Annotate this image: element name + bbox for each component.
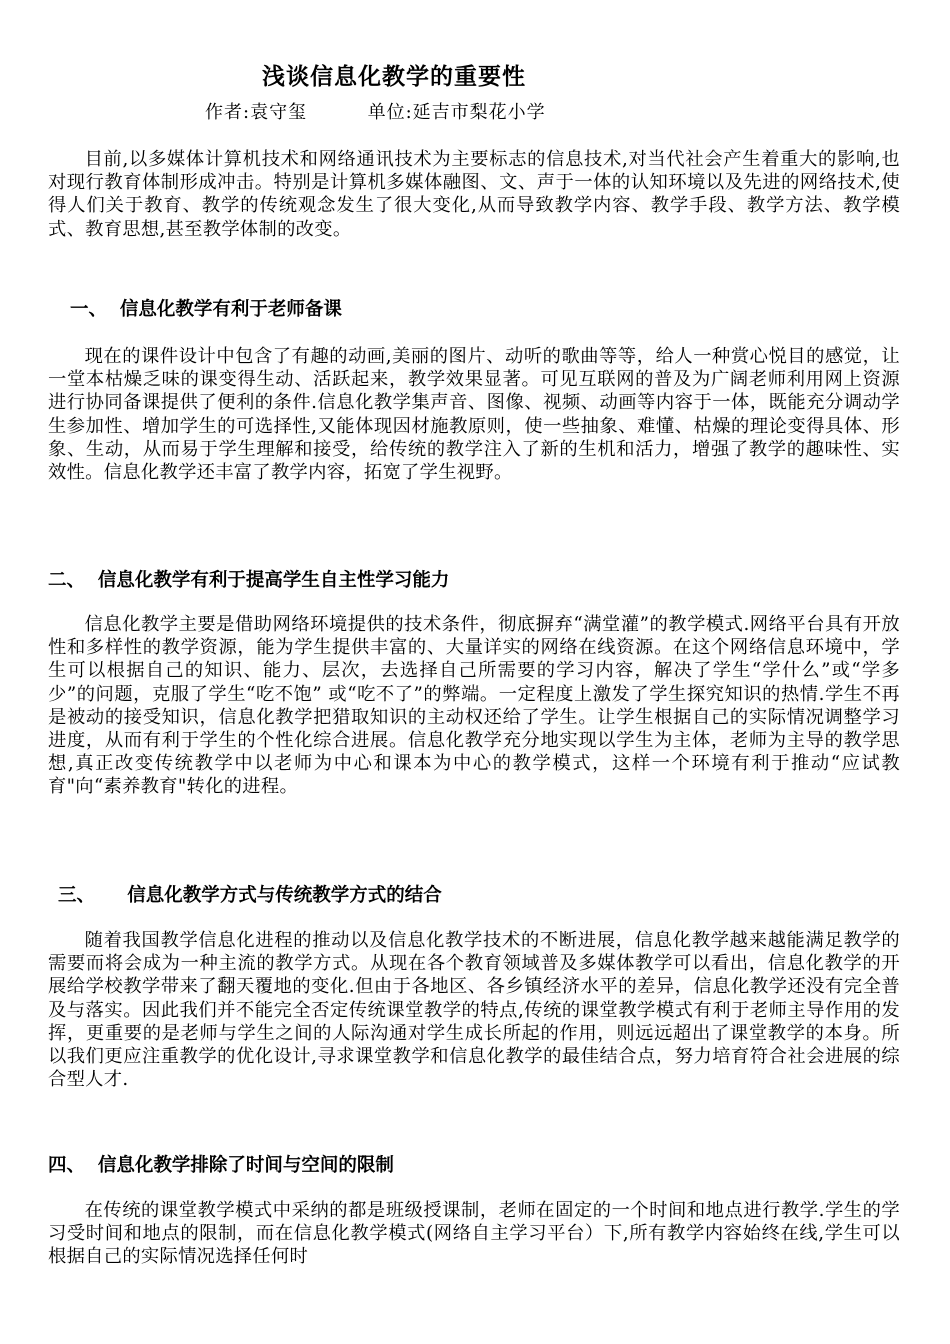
unit: 单位:延吉市梨花小学 <box>367 102 546 123</box>
section-4-heading <box>48 1151 394 1177</box>
section-2-body: 信息化教学主要是借助网络环境提供的技术条件，彻底摒弃“满堂灌”的教学模式.网络平台具有开放性和多样性的教学资源，能为学生提供丰富的、大量详实的网络在线资源。在这个网络信息环境中，学生可以根据自己的知识、能力、层次，去选择自己所需要的学习内容，解决了学生“学什么”或“学多少”的问题，克服了学生“吃不饱” 或“吃不了”的弊端。一定程度上激发了学生探究知识的热情.学生不再是被动的接受知识，信息化教学把猎取知识的主动权还给了学生。让学生根据自己的实际情况调整学习进度，从而有利于学生的个性化综合进展。信息化教学充分地实现以学生为主体，老师为主导的教学思想,真正改变传统教学中以老师为中心和课本为中心的教学模式，这样一个环境有利于推动“应试教育"向“素养教育"转化的进程。 <box>48 614 900 798</box>
section-3-title: 信息化教学方式与传统教学方式的结合 <box>127 885 442 906</box>
document-title: 浅谈信息化教学的重要性 <box>262 64 526 90</box>
section-3-heading <box>58 881 442 907</box>
section-1-body: 现在的课件设计中包含了有趣的动画,美丽的图片、动听的歌曲等等，给人一种赏心悦目的感觉，让一堂本枯燥乏味的课变得生动、活跃起来，教学效果显著。可见互联网的普及为广阔老师利用网上资源进行协同备课提供了便利的条件.信息化教学集声音、图像、视频、动画等内容于一体，既能充分调动学生参加性、增加学生的可选择性,又能体现因材施教原则，使一些抽象、难懂、枯燥的理论变得具体、形象、生动，从而易于学生理解和接受，给传统的教学注入了新的生机和活力，增强了教学的趣味性、实效性。信息化教学还丰富了教学内容，拓宽了学生视野。 <box>48 346 900 484</box>
byline <box>205 98 546 124</box>
section-1-number: 一、 <box>70 299 108 320</box>
author: 作者:袁守玺 <box>205 102 308 123</box>
section-2-title: 信息化教学有利于提高学生自主性学习能力 <box>97 570 450 591</box>
section-3-body: 随着我国教学信息化进程的推动以及信息化教学技术的不断进展，信息化教学越来越能满足教学的需要而将会成为一种主流的教学方式。从现在各个教育领域普及多媒体教学可以看出，信息化教学的开展给学校教学带来了翻天覆地的变化.但由于各地区、各乡镇经济水平的差异，信息化教学还没有完全普及与落实。因此我们并不能完全否定传统课堂教学的特点,传统的课堂教学模式有利于老师主导作用的发挥，更重要的是老师与学生之间的人际沟通对学生成长所起的作用，则远远超出了课堂教学的本身。所以我们更应注重教学的优化设计,寻求课堂教学和信息化教学的最佳结合点，努力培育符合社会进展的综合型人才. <box>48 930 900 1091</box>
section-4-body: 在传统的课堂教学模式中采纳的都是班级授课制，老师在固定的一个时间和地点进行教学.学生的学习受时间和地点的限制，而在信息化教学模式(网络自主学习平台）下,所有教学内容始终在线,学生可以根据自己的实际情况选择任何时 <box>48 1200 900 1268</box>
section-1-heading <box>70 295 342 321</box>
section-4-title: 信息化教学排除了时间与空间的限制 <box>97 1155 394 1176</box>
section-4-number: 四、 <box>48 1155 86 1176</box>
section-2-heading <box>48 566 449 592</box>
section-2-number: 二、 <box>48 570 86 591</box>
section-1-title: 信息化教学有利于老师备课 <box>119 299 342 320</box>
section-3-number: 三、 <box>58 885 96 906</box>
intro-paragraph: 目前,以多媒体计算机技术和网络通讯技术为主要标志的信息技术,对当代社会产生着重大的影响,也对现行教育体制形成冲击。特别是计算机多媒体融图、文、声于一体的认知环境以及先进的网络技术,使得人们关于教育、教学的传统观念发生了很大变化,从而导致教学内容、教学手段、教学方法、教学模式、教育思想,甚至教学体制的改变。 <box>48 149 900 240</box>
